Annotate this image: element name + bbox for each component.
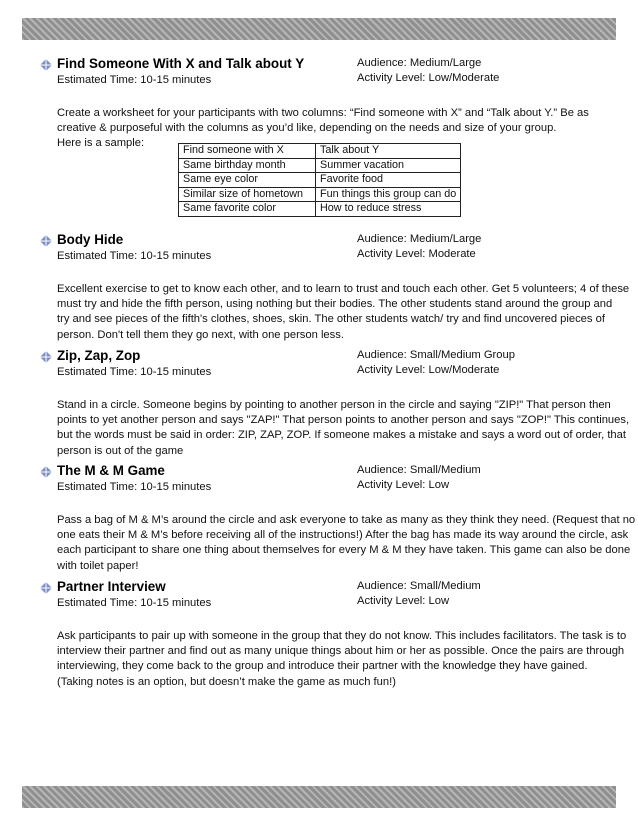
table-row: [179, 158, 461, 173]
estimated-time: Estimated Time: 10-15 minutes: [57, 366, 212, 378]
description-line: interviewing, they come back to the group and introduce their partner with the knowledge they have gained.: [57, 660, 588, 673]
activity-meta: [357, 463, 481, 493]
description-line: Pass a bag of M & M’s around the circle and ask everyone to take as many as they think they need. (Request that no: [57, 514, 636, 526]
activity-title: The M & M Game: [57, 463, 165, 478]
audience-text: Audience: Medium/Large: [357, 233, 482, 245]
description-line: Stand in a circle. Someone begins by pointing to another person in the circle and saying "ZIP!" That person then: [57, 399, 611, 411]
diamond-bullet-icon: [40, 235, 52, 247]
activity-header: [40, 348, 600, 382]
activity-description: [57, 513, 636, 574]
activity-body-hide: [40, 232, 630, 343]
description-line: Ask participants to pair up with someone in the group that they do not know. This includes facilitators. The task is to: [57, 630, 627, 642]
table-cell: Same favorite color: [179, 202, 316, 217]
table-row: [179, 202, 461, 217]
estimated-time: Estimated Time: 10-15 minutes: [57, 74, 212, 86]
table-row: [179, 144, 461, 159]
description-line: Here is a sample:: [57, 137, 145, 150]
table-cell: Same eye color: [179, 173, 316, 188]
description-line: (Taking notes is an option, but doesn’t make the game as much fun!): [57, 675, 396, 688]
activity-description: [57, 282, 630, 343]
table-cell: Summer vacation: [316, 158, 461, 173]
description-line: Excellent exercise to get to know each other, and to learn to trust and touch each other. Get 5 volunteers; 4 of these: [57, 283, 630, 295]
description-line: points to yet another person and says "ZAP!" That person points to another person and says "ZOP!" This continues,: [57, 414, 630, 427]
activity-level-text: Activity Level: Low/Moderate: [357, 72, 500, 84]
table-cell: How to reduce stress: [316, 202, 461, 217]
table-cell: Find someone with X: [179, 144, 316, 159]
description-line: but the words must be said in order: ZIP, ZAP, ZOP. If someone makes a mistake and says a word out of order, that: [57, 429, 626, 442]
activity-level-text: Activity Level: Low/Moderate: [357, 364, 500, 376]
table-cell: Talk about Y: [316, 144, 461, 159]
description-line: each participant to share one thing about themselves for every M & M they have taken. This game can also be done: [57, 544, 631, 557]
description-line: creative & purposeful with the columns as you’d like, depending on the needs and size of your group.: [57, 122, 557, 135]
estimated-time: Estimated Time: 10-15 minutes: [57, 250, 212, 262]
diamond-bullet-icon: [40, 582, 52, 594]
activity-level-text: Activity Level: Low: [357, 595, 450, 607]
table-cell: Favorite food: [316, 173, 461, 188]
table-row: [179, 173, 461, 188]
activity-level-text: Activity Level: Moderate: [357, 248, 476, 260]
activity-meta: [357, 348, 515, 378]
activity-header: [40, 232, 600, 266]
description-line: try and see pieces of the fifth's clothes, shoes, skin. The other students watch/ try and find uncovered pieces of: [57, 313, 605, 326]
activity-header: [40, 463, 600, 497]
description-line: interview their partner and find out as many unique things about him or her as possible. Once the pairs are through: [57, 645, 625, 658]
activity-title: Zip, Zap, Zop: [57, 348, 141, 363]
activity-find-someone: [40, 56, 600, 152]
activity-description: [57, 398, 630, 459]
description-line: must try and hide the fifth person, using nothing but their bodies. The other students stand around the group and: [57, 298, 613, 311]
activity-description: [57, 629, 627, 690]
activity-level-text: Activity Level: Low: [357, 479, 450, 491]
estimated-time: Estimated Time: 10-15 minutes: [57, 481, 212, 493]
table-cell: Similar size of hometown: [179, 187, 316, 202]
activity-zip-zap-zop: [40, 348, 630, 459]
activity-title: Body Hide: [57, 232, 124, 247]
audience-text: Audience: Small/Medium: [357, 580, 481, 592]
activity-header: [40, 579, 600, 613]
description-line: person. Don't tell them they go next, with one person less.: [57, 328, 344, 341]
audience-text: Audience: Small/Medium Group: [357, 349, 515, 361]
activity-partner-interview: [40, 579, 627, 690]
activity-meta: [357, 56, 499, 86]
diamond-bullet-icon: [40, 466, 52, 478]
description-line: one eats their M & M’s before receiving all of the instructions!) After the bag has made its way around the circle, ask: [57, 529, 629, 542]
audience-text: Audience: Medium/Large: [357, 57, 482, 69]
activity-mm-game: [40, 463, 636, 574]
top-border-band: [22, 18, 616, 40]
activity-header: [40, 56, 600, 90]
description-line: person is out of the game: [57, 444, 184, 457]
estimated-time: Estimated Time: 10-15 minutes: [57, 597, 212, 609]
activity-meta: [357, 579, 481, 609]
table-row: [179, 187, 461, 202]
table-cell: Same birthday month: [179, 158, 316, 173]
description-line: with toilet paper!: [57, 559, 139, 572]
activity-title: Partner Interview: [57, 579, 166, 594]
activity-meta: [357, 232, 481, 262]
sample-worksheet-table: [178, 143, 461, 217]
audience-text: Audience: Small/Medium: [357, 464, 481, 476]
activity-title: Find Someone With X and Talk about Y: [57, 56, 305, 71]
description-line: Create a worksheet for your participants with two columns: “Find someone with X” and “Talk about Y.” Be as: [57, 107, 589, 119]
bottom-border-band: [22, 786, 616, 808]
diamond-bullet-icon: [40, 351, 52, 363]
diamond-bullet-icon: [40, 59, 52, 71]
table-cell: Fun things this group can do: [316, 187, 461, 202]
